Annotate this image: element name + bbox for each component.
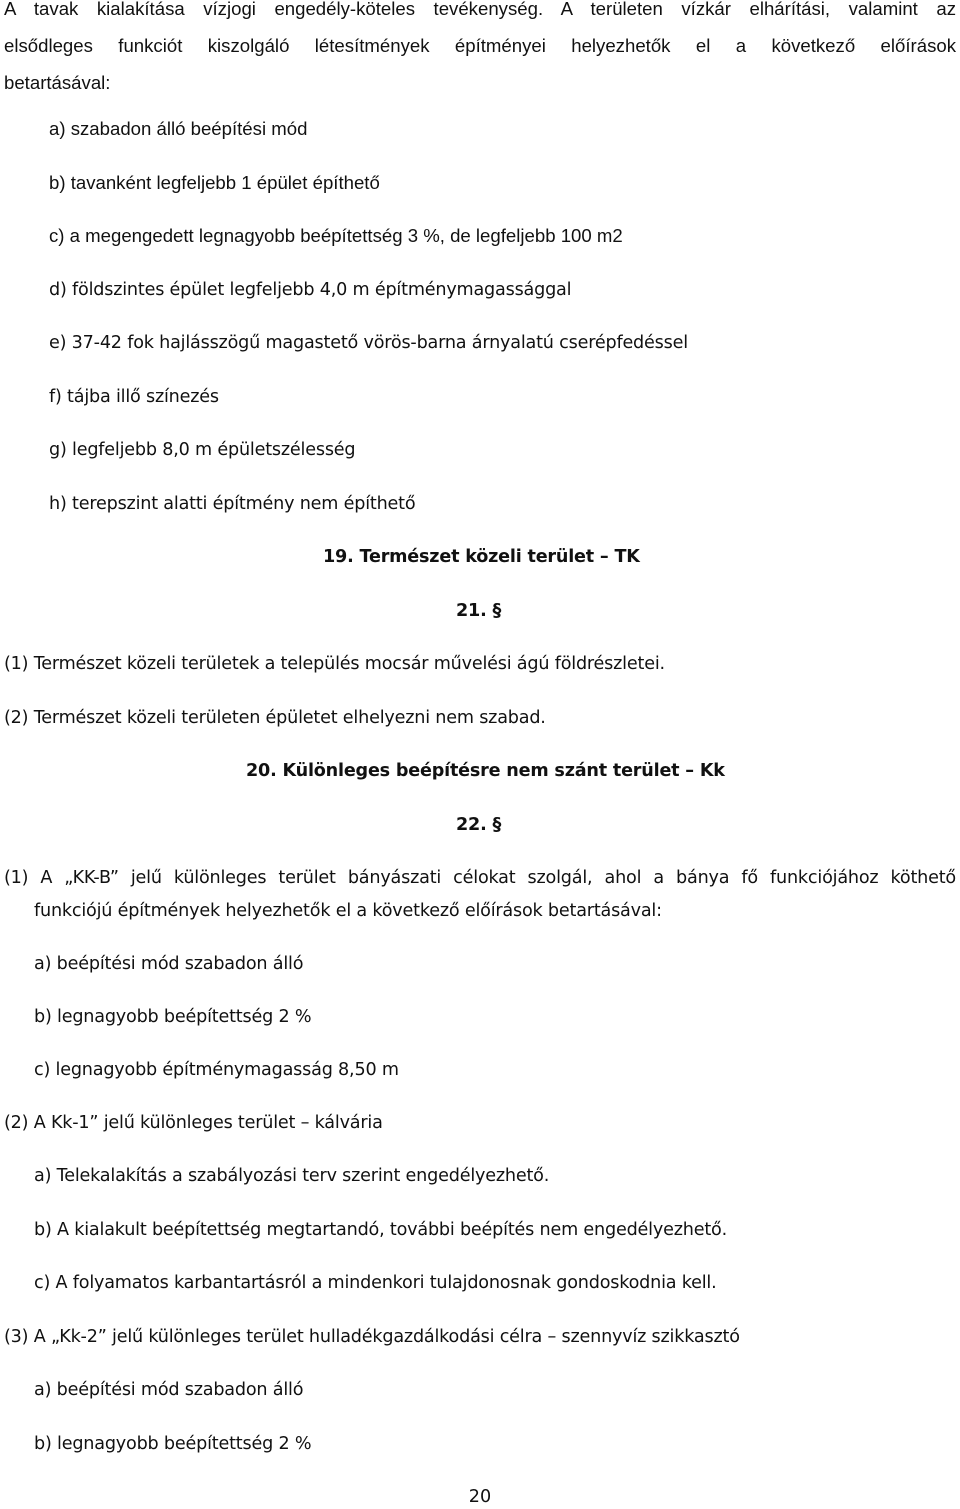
section-20-p2-a: a) Telekalakítás a szabályozási terv szerint engedélyezhető.	[34, 1166, 550, 1186]
paragraph-21-heading: 21. §	[456, 601, 502, 621]
section-20-p1-b: b) legnagyobb beépítettség 2 %	[34, 1007, 312, 1027]
section-20-title: 20. Különleges beépítésre nem szánt terület – Kk	[246, 761, 725, 781]
section-20-p1-c: c) legnagyobb építménymagasság 8,50 m	[34, 1060, 399, 1080]
list-item-d: d) földszintes épület legfeljebb 4,0 m építménymagassággal	[49, 280, 572, 300]
intro-line-2: elsődleges funkciót kiszolgáló létesítmények építményei helyezhetők el a következő előírások	[4, 35, 956, 56]
intro-line-1: A tavak kialakítása vízjogi engedély-köteles tevékenység. A területen vízkár elhárítási, valamint az	[4, 0, 956, 19]
section-20-p3-a: a) beépítési mód szabadon álló	[34, 1380, 304, 1400]
section-20-p3-b: b) legnagyobb beépítettség 2 %	[34, 1434, 312, 1454]
intro-line-3: betartásával:	[4, 72, 111, 93]
list-item-c: c) a megengedett legnagyobb beépítettség 3 %, de legfeljebb 100 m2	[49, 225, 623, 246]
section-19-p1: (1) Természet közeli területek a település mocsár művelési ágú földrészletei.	[4, 654, 665, 674]
section-19-p2: (2) Természet közeli területen épületet elhelyezni nem szabad.	[4, 708, 546, 728]
list-item-f: f) tájba illő színezés	[49, 387, 219, 407]
section-20-p1-a: a) beépítési mód szabadon álló	[34, 954, 304, 974]
section-20-p2: (2) A Kk-1” jelű különleges terület – kálvária	[4, 1113, 383, 1133]
section-20-p2-c: c) A folyamatos karbantartásról a mindenkori tulajdonosnak gondoskodnia kell.	[34, 1273, 717, 1293]
list-item-h: h) terepszint alatti építmény nem építhető	[49, 494, 416, 514]
section-20-p3: (3) A „Kk-2” jelű különleges terület hulladékgazdálkodási célra – szennyvíz szikkasztó	[4, 1327, 740, 1347]
section-20-p1-line-2: funkciójú építmények helyezhetők el a következő előírások betartásával:	[34, 901, 662, 921]
list-item-b: b) tavanként legfeljebb 1 épület építhető	[49, 172, 380, 193]
paragraph-22-heading: 22. §	[456, 815, 502, 835]
list-item-e: e) 37-42 fok hajlásszögű magastető vörös-barna árnyalatú cserépfedéssel	[49, 333, 688, 353]
list-item-g: g) legfeljebb 8,0 m épületszélesség	[49, 440, 356, 460]
section-20-p2-b: b) A kialakult beépítettség megtartandó, további beépítés nem engedélyezhető.	[34, 1220, 727, 1240]
list-item-a: a) szabadon álló beépítési mód	[49, 118, 308, 139]
section-19-title: 19. Természet közeli terület – TK	[323, 547, 640, 567]
page-number: 20	[468, 1487, 492, 1507]
section-20-p1-line-1: (1) A „KK-B” jelű különleges terület bányászati célokat szolgál, ahol a bánya fő funkciójához köthető	[4, 868, 956, 888]
